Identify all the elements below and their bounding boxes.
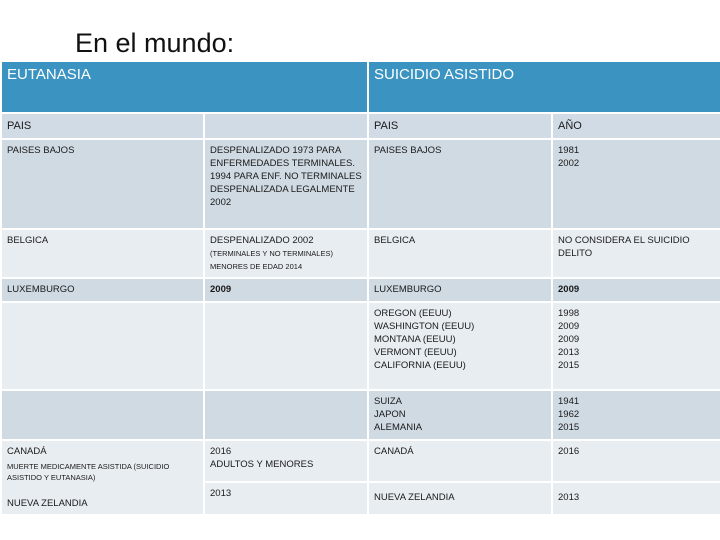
e-country-canada-nz bbox=[1, 440, 204, 515]
e-country: LUXEMBURGO bbox=[1, 278, 204, 302]
e-status-extra: MENORES DE EDAD 2014 bbox=[210, 262, 303, 271]
e-status: DESPENALIZADO 1973 PARA ENFERMEDADES TERMINALES. 1994 PARA ENF. NO TERMINALES DESPENALIZADA LEGALMENTE 2002 bbox=[204, 139, 368, 229]
col-empty bbox=[204, 113, 368, 139]
page-title: En el mundo: bbox=[75, 28, 235, 58]
e-country-empty bbox=[1, 302, 204, 390]
e-status-note: (TERMINALES Y NO TERMINALES) bbox=[210, 249, 333, 258]
s-year: NO CONSIDERA EL SUICIDIO DELITO bbox=[552, 229, 720, 278]
s-country: BELGICA bbox=[368, 229, 552, 278]
e-status bbox=[204, 229, 368, 278]
comparison-table bbox=[0, 60, 720, 516]
s-country: PAISES BAJOS bbox=[368, 139, 552, 229]
table-row bbox=[1, 139, 720, 229]
e-status: 2009 bbox=[204, 278, 368, 302]
s-year: 1981 2002 bbox=[552, 139, 720, 229]
table-row bbox=[1, 390, 720, 440]
e-status: 2016 ADULTOS Y MENORES bbox=[204, 440, 368, 482]
e-country: PAISES BAJOS bbox=[1, 139, 204, 229]
header-suicidio-asistido: SUICIDIO ASISTIDO bbox=[368, 61, 720, 113]
s-year: 2016 bbox=[552, 440, 720, 482]
s-country: CANADÁ bbox=[368, 440, 552, 482]
table-row bbox=[1, 229, 720, 278]
s-country: LUXEMBURGO bbox=[368, 278, 552, 302]
e-country-note: MUERTE MEDICAMENTE ASISTIDA (SUICIDIO ASISTIDO Y EUTANASIA) bbox=[7, 462, 170, 482]
subheader-row bbox=[1, 113, 720, 139]
table-row bbox=[1, 278, 720, 302]
col-pais-suicidio: PAIS bbox=[368, 113, 552, 139]
table-row bbox=[1, 302, 720, 390]
e-country: CANADÁ bbox=[7, 446, 47, 457]
s-year: 1998 2009 2009 2013 2015 bbox=[552, 302, 720, 390]
s-year: 2009 bbox=[552, 278, 720, 302]
e-status: 2013 bbox=[204, 482, 368, 515]
e-country-nz: NUEVA ZELANDIA bbox=[7, 498, 88, 509]
e-status-empty bbox=[204, 390, 368, 440]
header-row bbox=[1, 61, 720, 113]
s-country: OREGON (EEUU) WASHINGTON (EEUU) MONTANA (EEUU) VERMONT (EEUU) CALIFORNIA (EEUU) bbox=[368, 302, 552, 390]
col-anio: AÑO bbox=[552, 113, 720, 139]
e-status-empty bbox=[204, 302, 368, 390]
e-country-empty bbox=[1, 390, 204, 440]
s-year: 1941 1962 2015 bbox=[552, 390, 720, 440]
e-status-main: DESPENALIZADO 2002 bbox=[210, 235, 314, 246]
s-year: 2013 bbox=[552, 482, 720, 515]
table-row bbox=[1, 440, 720, 482]
col-pais-eutanasia: PAIS bbox=[1, 113, 204, 139]
s-country: SUIZA JAPON ALEMANIA bbox=[368, 390, 552, 440]
header-eutanasia: EUTANASIA bbox=[1, 61, 368, 113]
e-country: BELGICA bbox=[1, 229, 204, 278]
s-country: NUEVA ZELANDIA bbox=[368, 482, 552, 515]
